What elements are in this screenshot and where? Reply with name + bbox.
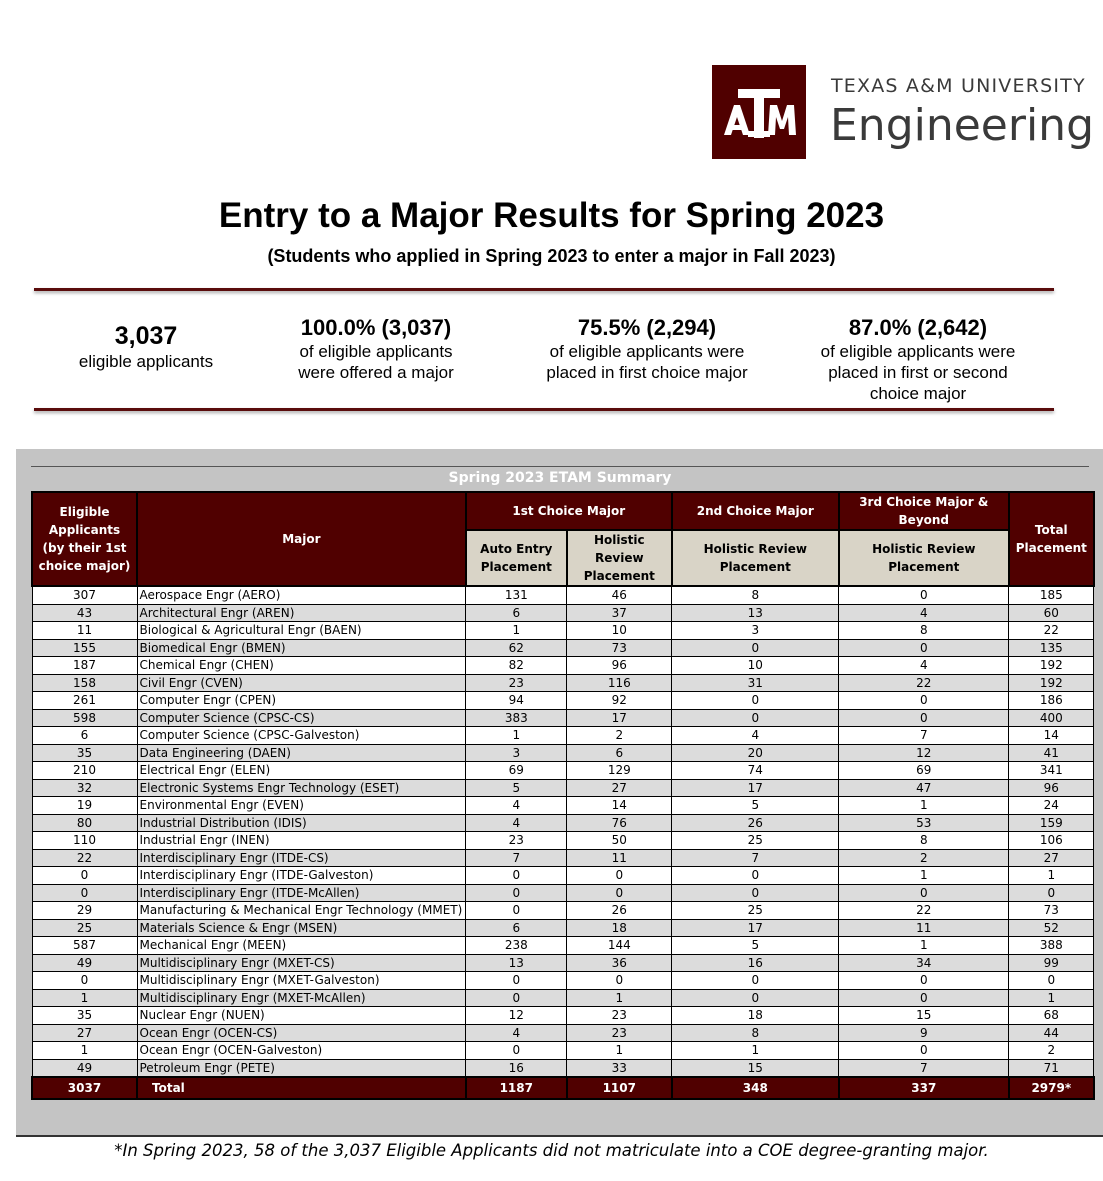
total-cell-total: 2979* bbox=[1009, 1077, 1094, 1099]
header-holistic-third: Holistic Review Placement bbox=[839, 530, 1009, 586]
cell-major: Data Engineering (DAEN) bbox=[137, 744, 466, 762]
cell-holistic-first: 92 bbox=[567, 692, 672, 710]
cell-auto-entry: 383 bbox=[466, 709, 567, 727]
cell-holistic-second: 20 bbox=[672, 744, 839, 762]
cell-holistic-second: 31 bbox=[672, 674, 839, 692]
table-row bbox=[32, 797, 1094, 815]
cell-auto-entry: 69 bbox=[466, 762, 567, 780]
table-row bbox=[32, 779, 1094, 797]
university-name: TEXAS A&M UNIVERSITY bbox=[831, 75, 1086, 97]
cell-major: Electronic Systems Engr Technology (ESET) bbox=[137, 779, 466, 797]
header-holistic-second: Holistic Review Placement bbox=[672, 530, 839, 586]
cell-eligible: 307 bbox=[32, 586, 137, 604]
cell-holistic-first: 0 bbox=[567, 867, 672, 885]
cell-total: 68 bbox=[1009, 1007, 1094, 1025]
cell-auto-entry: 4 bbox=[466, 797, 567, 815]
cell-holistic-second: 0 bbox=[672, 867, 839, 885]
cell-auto-entry: 1 bbox=[466, 622, 567, 640]
cell-holistic-third: 11 bbox=[839, 919, 1009, 937]
cell-holistic-first: 23 bbox=[567, 1007, 672, 1025]
table-row bbox=[32, 639, 1094, 657]
table-row bbox=[32, 709, 1094, 727]
cell-auto-entry: 238 bbox=[466, 937, 567, 955]
cell-major: Interdisciplinary Engr (ITDE-Galveston) bbox=[137, 867, 466, 885]
cell-eligible: 187 bbox=[32, 657, 137, 675]
stat-value: 87.0% (2,642) bbox=[848, 315, 988, 340]
cell-major: Nuclear Engr (NUEN) bbox=[137, 1007, 466, 1025]
cell-holistic-first: 11 bbox=[567, 849, 672, 867]
cell-holistic-second: 26 bbox=[672, 814, 839, 832]
cell-major: Computer Science (CPSC-Galveston) bbox=[137, 727, 466, 745]
header-major: Major bbox=[137, 492, 466, 586]
cell-eligible: 0 bbox=[32, 884, 137, 902]
cell-auto-entry: 4 bbox=[466, 1024, 567, 1042]
cell-holistic-second: 5 bbox=[672, 797, 839, 815]
cell-major: Industrial Distribution (IDIS) bbox=[137, 814, 466, 832]
cell-auto-entry: 7 bbox=[466, 849, 567, 867]
total-cell-auto-entry: 1187 bbox=[466, 1077, 567, 1099]
cell-holistic-first: 1 bbox=[567, 1042, 672, 1060]
cell-holistic-first: 36 bbox=[567, 954, 672, 972]
cell-holistic-second: 0 bbox=[672, 639, 839, 657]
cell-auto-entry: 12 bbox=[466, 1007, 567, 1025]
cell-total: 1 bbox=[1009, 989, 1094, 1007]
cell-total: 1 bbox=[1009, 867, 1094, 885]
cell-total: 192 bbox=[1009, 657, 1094, 675]
cell-auto-entry: 6 bbox=[466, 919, 567, 937]
cell-total: 0 bbox=[1009, 972, 1094, 990]
cell-auto-entry: 13 bbox=[466, 954, 567, 972]
stat-line: eligible applicants bbox=[78, 352, 214, 371]
cell-eligible: 43 bbox=[32, 604, 137, 622]
cell-total: 71 bbox=[1009, 1059, 1094, 1077]
cell-holistic-second: 17 bbox=[672, 919, 839, 937]
cell-holistic-first: 116 bbox=[567, 674, 672, 692]
cell-holistic-second: 25 bbox=[672, 832, 839, 850]
cell-eligible: 0 bbox=[32, 972, 137, 990]
cell-auto-entry: 4 bbox=[466, 814, 567, 832]
table-row bbox=[32, 867, 1094, 885]
cell-holistic-third: 0 bbox=[839, 709, 1009, 727]
atm-logo bbox=[712, 65, 806, 159]
cell-holistic-first: 33 bbox=[567, 1059, 672, 1077]
cell-holistic-second: 1 bbox=[672, 1042, 839, 1060]
cell-major: Aerospace Engr (AERO) bbox=[137, 586, 466, 604]
cell-total: 60 bbox=[1009, 604, 1094, 622]
cell-holistic-first: 2 bbox=[567, 727, 672, 745]
cell-holistic-first: 0 bbox=[567, 972, 672, 990]
cell-holistic-second: 0 bbox=[672, 972, 839, 990]
cell-auto-entry: 6 bbox=[466, 604, 567, 622]
cell-auto-entry: 131 bbox=[466, 586, 567, 604]
cell-total: 0 bbox=[1009, 884, 1094, 902]
cell-holistic-third: 1 bbox=[839, 797, 1009, 815]
footnote: *In Spring 2023, 58 of the 3,037 Eligible Applicants did not matriculate into a COE degree-granting major. bbox=[114, 1141, 989, 1160]
cell-major: Multidisciplinary Engr (MXET-McAllen) bbox=[137, 989, 466, 1007]
cell-total: 96 bbox=[1009, 779, 1094, 797]
cell-holistic-third: 0 bbox=[839, 1042, 1009, 1060]
cell-holistic-second: 0 bbox=[672, 884, 839, 902]
cell-auto-entry: 0 bbox=[466, 1042, 567, 1060]
atm-monogram-icon bbox=[712, 65, 806, 159]
cell-eligible: 29 bbox=[32, 902, 137, 920]
cell-major: Electrical Engr (ELEN) bbox=[137, 762, 466, 780]
cell-major: Interdisciplinary Engr (ITDE-CS) bbox=[137, 849, 466, 867]
cell-holistic-third: 7 bbox=[839, 727, 1009, 745]
cell-eligible: 22 bbox=[32, 849, 137, 867]
cell-holistic-third: 4 bbox=[839, 604, 1009, 622]
cell-eligible: 35 bbox=[32, 744, 137, 762]
cell-eligible: 598 bbox=[32, 709, 137, 727]
cell-total: 41 bbox=[1009, 744, 1094, 762]
cell-holistic-third: 0 bbox=[839, 639, 1009, 657]
stat-value: 75.5% (2,294) bbox=[577, 315, 717, 340]
cell-total: 73 bbox=[1009, 902, 1094, 920]
panel-divider bbox=[31, 466, 1089, 467]
cell-holistic-first: 6 bbox=[567, 744, 672, 762]
cell-eligible: 1 bbox=[32, 989, 137, 1007]
cell-holistic-second: 0 bbox=[672, 692, 839, 710]
cell-holistic-third: 8 bbox=[839, 832, 1009, 850]
cell-total: 27 bbox=[1009, 849, 1094, 867]
cell-holistic-second: 3 bbox=[672, 622, 839, 640]
cell-holistic-first: 23 bbox=[567, 1024, 672, 1042]
stat-line: of eligible applicants were bbox=[549, 342, 745, 361]
cell-major: Biomedical Engr (BMEN) bbox=[137, 639, 466, 657]
table-row bbox=[32, 586, 1094, 604]
cell-holistic-third: 1 bbox=[839, 867, 1009, 885]
table-row bbox=[32, 902, 1094, 920]
cell-holistic-second: 13 bbox=[672, 604, 839, 622]
table-row bbox=[32, 814, 1094, 832]
cell-holistic-third: 8 bbox=[839, 622, 1009, 640]
header-first-choice: 1st Choice Major bbox=[466, 492, 672, 530]
cell-holistic-second: 4 bbox=[672, 727, 839, 745]
cell-holistic-third: 53 bbox=[839, 814, 1009, 832]
cell-major: Petroleum Engr (PETE) bbox=[137, 1059, 466, 1077]
cell-major: Multidisciplinary Engr (MXET-CS) bbox=[137, 954, 466, 972]
stat-line: were offered a major bbox=[298, 363, 454, 382]
cell-holistic-second: 17 bbox=[672, 779, 839, 797]
cell-major: Multidisciplinary Engr (MXET-Galveston) bbox=[137, 972, 466, 990]
cell-eligible: 49 bbox=[32, 954, 137, 972]
header-auto-entry: Auto Entry Placement bbox=[466, 530, 567, 586]
cell-holistic-first: 1 bbox=[567, 989, 672, 1007]
cell-auto-entry: 0 bbox=[466, 989, 567, 1007]
cell-holistic-third: 0 bbox=[839, 884, 1009, 902]
table-row bbox=[32, 919, 1094, 937]
cell-eligible: 6 bbox=[32, 727, 137, 745]
cell-holistic-second: 0 bbox=[672, 989, 839, 1007]
cell-major: Manufacturing & Mechanical Engr Technology (MMET) bbox=[137, 902, 466, 920]
cell-holistic-third: 69 bbox=[839, 762, 1009, 780]
cell-holistic-third: 12 bbox=[839, 744, 1009, 762]
cell-auto-entry: 3 bbox=[466, 744, 567, 762]
total-cell-holistic-first: 1107 bbox=[567, 1077, 672, 1099]
header-eligible: Eligible Applicants (by their 1st choice major) bbox=[32, 492, 137, 586]
cell-holistic-third: 4 bbox=[839, 657, 1009, 675]
table-row bbox=[32, 692, 1094, 710]
cell-total: 22 bbox=[1009, 622, 1094, 640]
cell-holistic-first: 129 bbox=[567, 762, 672, 780]
cell-holistic-second: 18 bbox=[672, 1007, 839, 1025]
cell-major: Mechanical Engr (MEEN) bbox=[137, 937, 466, 955]
cell-holistic-first: 0 bbox=[567, 884, 672, 902]
table-row bbox=[32, 674, 1094, 692]
cell-holistic-third: 0 bbox=[839, 586, 1009, 604]
cell-major: Environmental Engr (EVEN) bbox=[137, 797, 466, 815]
cell-total: 99 bbox=[1009, 954, 1094, 972]
cell-holistic-second: 16 bbox=[672, 954, 839, 972]
stat-eligible bbox=[56, 321, 236, 372]
cell-auto-entry: 23 bbox=[466, 832, 567, 850]
table-row bbox=[32, 937, 1094, 955]
cell-total: 192 bbox=[1009, 674, 1094, 692]
cell-total: 135 bbox=[1009, 639, 1094, 657]
table-row bbox=[32, 604, 1094, 622]
stat-line: of eligible applicants bbox=[299, 342, 453, 361]
table-body bbox=[32, 586, 1094, 1099]
cell-auto-entry: 0 bbox=[466, 972, 567, 990]
stat-line: placed in first or second bbox=[828, 363, 1008, 382]
cell-auto-entry: 0 bbox=[466, 884, 567, 902]
table-row bbox=[32, 727, 1094, 745]
cell-holistic-first: 144 bbox=[567, 937, 672, 955]
cell-total: 185 bbox=[1009, 586, 1094, 604]
cell-holistic-first: 76 bbox=[567, 814, 672, 832]
cell-holistic-third: 22 bbox=[839, 902, 1009, 920]
cell-major: Biological & Agricultural Engr (BAEN) bbox=[137, 622, 466, 640]
cell-total: 2 bbox=[1009, 1042, 1094, 1060]
cell-eligible: 158 bbox=[32, 674, 137, 692]
cell-holistic-second: 10 bbox=[672, 657, 839, 675]
cell-holistic-third: 7 bbox=[839, 1059, 1009, 1077]
cell-holistic-first: 10 bbox=[567, 622, 672, 640]
cell-holistic-second: 8 bbox=[672, 586, 839, 604]
cell-holistic-second: 74 bbox=[672, 762, 839, 780]
cell-eligible: 35 bbox=[32, 1007, 137, 1025]
cell-eligible: 32 bbox=[32, 779, 137, 797]
cell-eligible: 49 bbox=[32, 1059, 137, 1077]
cell-auto-entry: 62 bbox=[466, 639, 567, 657]
stat-offered bbox=[266, 315, 486, 383]
table-row bbox=[32, 832, 1094, 850]
cell-total: 44 bbox=[1009, 1024, 1094, 1042]
table-row bbox=[32, 657, 1094, 675]
cell-holistic-second: 8 bbox=[672, 1024, 839, 1042]
cell-total: 341 bbox=[1009, 762, 1094, 780]
cell-holistic-first: 17 bbox=[567, 709, 672, 727]
table-row bbox=[32, 1042, 1094, 1060]
total-cell-eligible: 3037 bbox=[32, 1077, 137, 1099]
cell-eligible: 1 bbox=[32, 1042, 137, 1060]
cell-holistic-third: 0 bbox=[839, 972, 1009, 990]
stat-line: placed in first choice major bbox=[546, 363, 748, 382]
cell-major: Ocean Engr (OCEN-CS) bbox=[137, 1024, 466, 1042]
table-row bbox=[32, 972, 1094, 990]
stat-first-choice bbox=[517, 315, 777, 383]
stat-first-or-second bbox=[788, 315, 1048, 404]
cell-holistic-second: 5 bbox=[672, 937, 839, 955]
table-row bbox=[32, 762, 1094, 780]
table-row bbox=[32, 1059, 1094, 1077]
cell-major: Ocean Engr (OCEN-Galveston) bbox=[137, 1042, 466, 1060]
cell-eligible: 19 bbox=[32, 797, 137, 815]
cell-holistic-second: 7 bbox=[672, 849, 839, 867]
table-row bbox=[32, 954, 1094, 972]
cell-major: Computer Science (CPSC-CS) bbox=[137, 709, 466, 727]
cell-holistic-second: 25 bbox=[672, 902, 839, 920]
cell-eligible: 110 bbox=[32, 832, 137, 850]
cell-major: Computer Engr (CPEN) bbox=[137, 692, 466, 710]
cell-auto-entry: 16 bbox=[466, 1059, 567, 1077]
header-holistic-first: Holistic Review Placement bbox=[567, 530, 672, 586]
cell-auto-entry: 94 bbox=[466, 692, 567, 710]
table-row bbox=[32, 849, 1094, 867]
cell-holistic-third: 22 bbox=[839, 674, 1009, 692]
table-row bbox=[32, 1024, 1094, 1042]
stat-line: of eligible applicants were bbox=[820, 342, 1016, 361]
cell-holistic-third: 2 bbox=[839, 849, 1009, 867]
cell-auto-entry: 23 bbox=[466, 674, 567, 692]
header-second-choice: 2nd Choice Major bbox=[672, 492, 839, 530]
table-title: Spring 2023 ETAM Summary bbox=[448, 470, 672, 486]
cell-major: Industrial Engr (INEN) bbox=[137, 832, 466, 850]
cell-total: 14 bbox=[1009, 727, 1094, 745]
cell-total: 388 bbox=[1009, 937, 1094, 955]
cell-eligible: 155 bbox=[32, 639, 137, 657]
etam-summary-table bbox=[31, 491, 1095, 1100]
cell-total: 159 bbox=[1009, 814, 1094, 832]
total-cell-major: Total bbox=[137, 1077, 466, 1099]
table-row bbox=[32, 622, 1094, 640]
cell-eligible: 11 bbox=[32, 622, 137, 640]
cell-eligible: 80 bbox=[32, 814, 137, 832]
cell-holistic-first: 26 bbox=[567, 902, 672, 920]
cell-eligible: 27 bbox=[32, 1024, 137, 1042]
table-row bbox=[32, 989, 1094, 1007]
cell-holistic-second: 0 bbox=[672, 709, 839, 727]
cell-major: Civil Engr (CVEN) bbox=[137, 674, 466, 692]
cell-holistic-third: 0 bbox=[839, 692, 1009, 710]
top-divider bbox=[34, 288, 1054, 291]
cell-holistic-first: 46 bbox=[567, 586, 672, 604]
cell-holistic-second: 15 bbox=[672, 1059, 839, 1077]
cell-major: Materials Science & Engr (MSEN) bbox=[137, 919, 466, 937]
cell-auto-entry: 1 bbox=[466, 727, 567, 745]
cell-holistic-first: 18 bbox=[567, 919, 672, 937]
cell-eligible: 210 bbox=[32, 762, 137, 780]
table-row bbox=[32, 744, 1094, 762]
table-row bbox=[32, 884, 1094, 902]
cell-total: 186 bbox=[1009, 692, 1094, 710]
cell-total: 106 bbox=[1009, 832, 1094, 850]
page-title: Entry to a Major Results for Spring 2023 bbox=[218, 196, 885, 235]
cell-auto-entry: 0 bbox=[466, 902, 567, 920]
cell-holistic-third: 47 bbox=[839, 779, 1009, 797]
cell-major: Chemical Engr (CHEN) bbox=[137, 657, 466, 675]
cell-total: 24 bbox=[1009, 797, 1094, 815]
cell-major: Interdisciplinary Engr (ITDE-McAllen) bbox=[137, 884, 466, 902]
cell-holistic-first: 37 bbox=[567, 604, 672, 622]
cell-auto-entry: 82 bbox=[466, 657, 567, 675]
cell-holistic-third: 15 bbox=[839, 1007, 1009, 1025]
table-row bbox=[32, 1007, 1094, 1025]
page-subtitle: (Students who applied in Spring 2023 to enter a major in Fall 2023) bbox=[267, 246, 836, 266]
college-name: Engineering bbox=[830, 100, 1094, 151]
stat-value: 3,037 bbox=[114, 322, 178, 350]
cell-eligible: 587 bbox=[32, 937, 137, 955]
header-total: Total Placement bbox=[1009, 492, 1094, 586]
cell-eligible: 0 bbox=[32, 867, 137, 885]
cell-holistic-first: 27 bbox=[567, 779, 672, 797]
total-cell-holistic-second: 348 bbox=[672, 1077, 839, 1099]
cell-eligible: 25 bbox=[32, 919, 137, 937]
stat-line: choice major bbox=[869, 384, 967, 403]
cell-total: 400 bbox=[1009, 709, 1094, 727]
header-third-choice: 3rd Choice Major & Beyond bbox=[839, 492, 1009, 530]
cell-total: 52 bbox=[1009, 919, 1094, 937]
cell-holistic-first: 50 bbox=[567, 832, 672, 850]
total-cell-holistic-third: 337 bbox=[839, 1077, 1009, 1099]
stat-value: 100.0% (3,037) bbox=[300, 315, 452, 340]
cell-holistic-third: 9 bbox=[839, 1024, 1009, 1042]
bottom-divider bbox=[34, 408, 1054, 411]
total-row bbox=[32, 1077, 1094, 1099]
cell-holistic-third: 1 bbox=[839, 937, 1009, 955]
cell-eligible: 261 bbox=[32, 692, 137, 710]
cell-major: Architectural Engr (AREN) bbox=[137, 604, 466, 622]
cell-holistic-first: 14 bbox=[567, 797, 672, 815]
cell-holistic-third: 34 bbox=[839, 954, 1009, 972]
cell-holistic-first: 96 bbox=[567, 657, 672, 675]
cell-holistic-third: 0 bbox=[839, 989, 1009, 1007]
cell-auto-entry: 0 bbox=[466, 867, 567, 885]
cell-auto-entry: 5 bbox=[466, 779, 567, 797]
cell-holistic-first: 73 bbox=[567, 639, 672, 657]
